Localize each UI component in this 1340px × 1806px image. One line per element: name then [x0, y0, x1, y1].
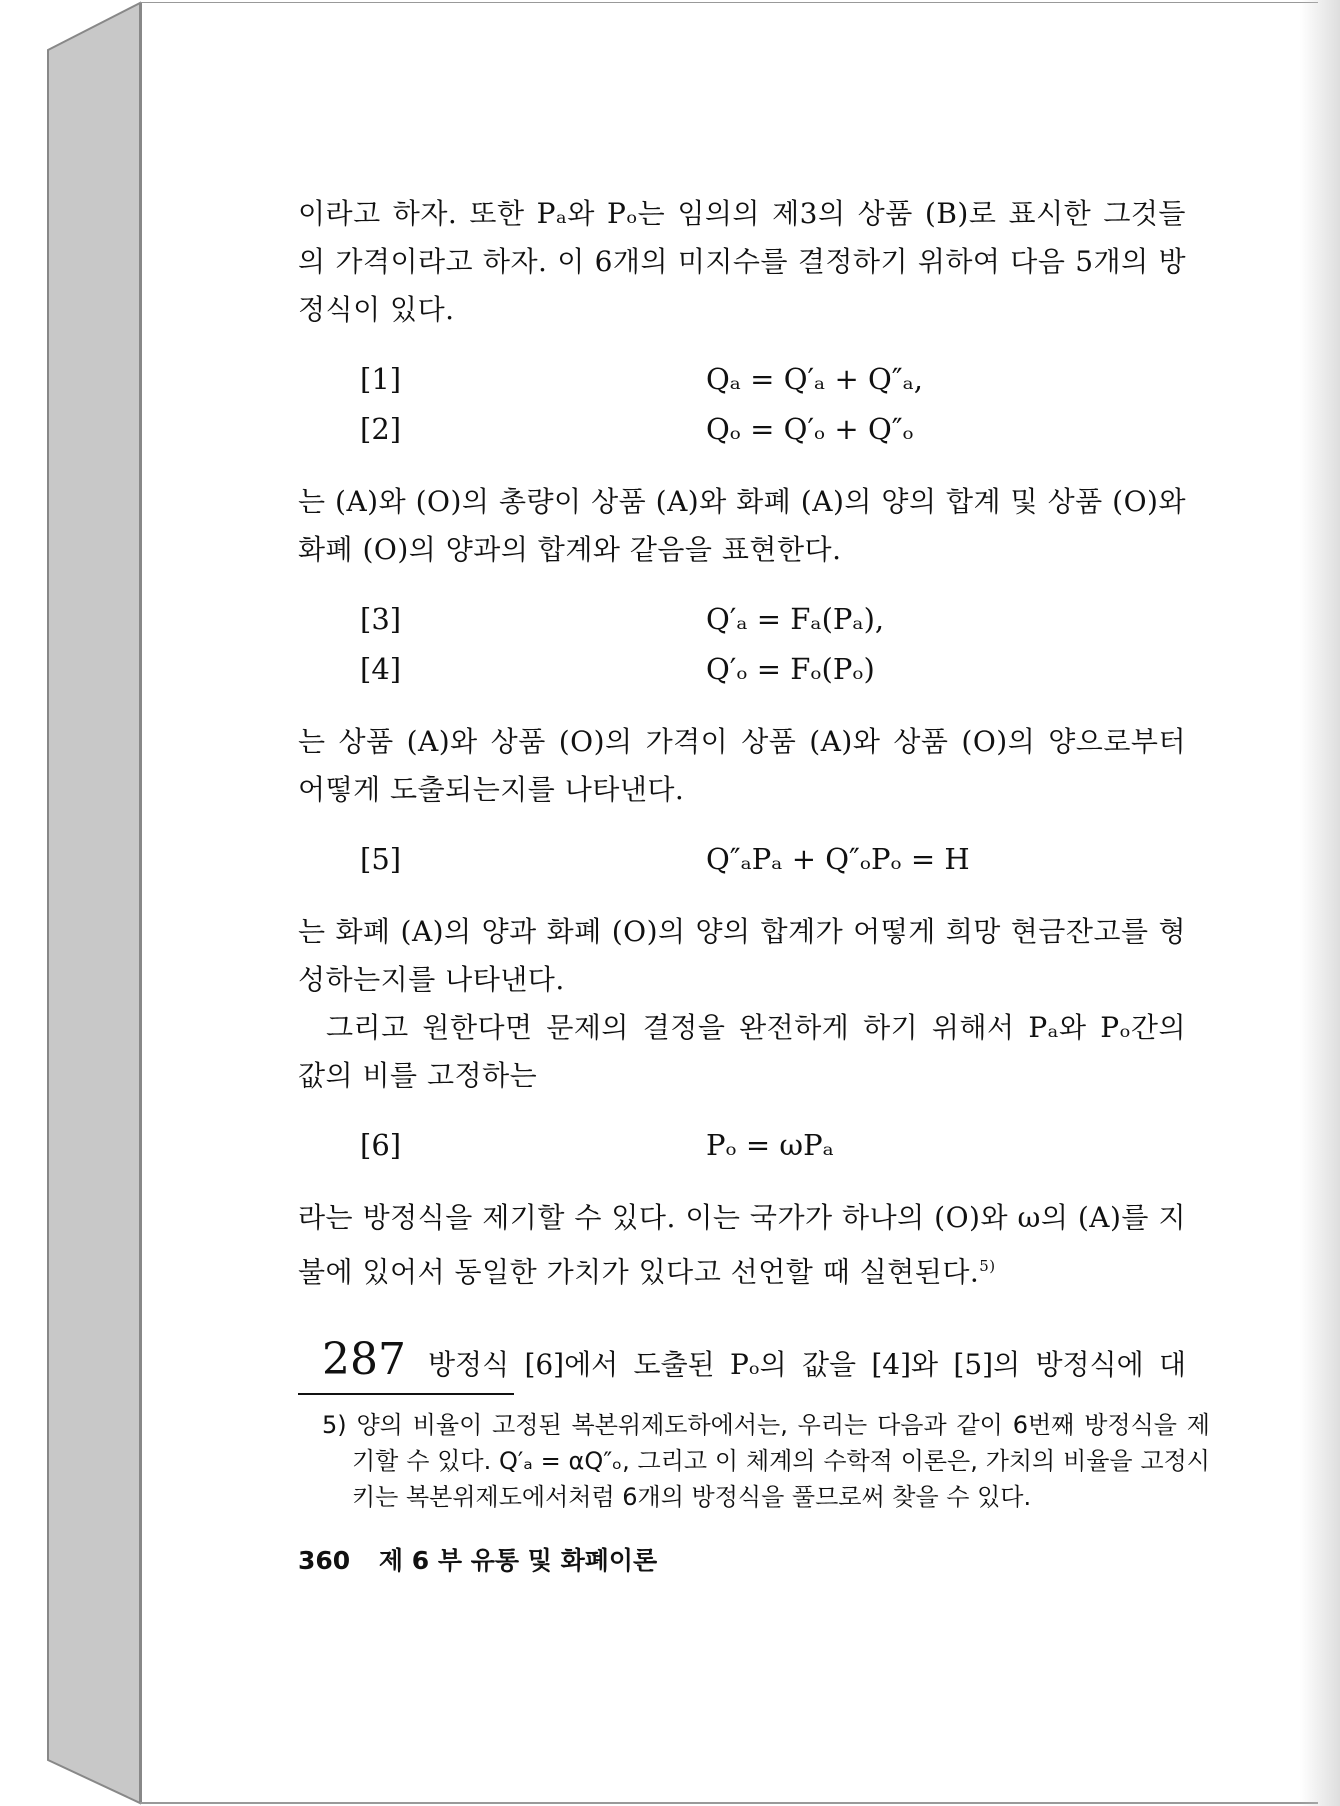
paragraph-6-text: 라는 방정식을 제기할 수 있다. 이는 국가가 하나의 (O)와 ω의 (A)를 지불에 있어서 동일한 가치가 있다고 선언할 때 실현된다. [298, 1201, 1186, 1289]
equation-formula: Q″ₐPₐ + Q″ₒPₒ = H [706, 842, 970, 876]
equation-formula: Pₒ = ωPₐ [706, 1128, 834, 1162]
footnote-marker: 5) [979, 1257, 996, 1275]
equation-2 [298, 404, 1186, 454]
footnote-divider [298, 1393, 514, 1395]
section-text: 방정식 [6]에서 도출된 Pₒ의 값을 [4]와 [5]의 방정식에 대 [427, 1348, 1186, 1382]
paragraph-5: 그리고 원한다면 문제의 결정을 완전하게 하기 위해서 Pₐ와 Pₒ간의 값의 비를 고정하는 [298, 1011, 1186, 1092]
equation-formula: Qₐ = Q′ₐ + Q″ₐ, [706, 362, 923, 396]
equation-1 [298, 354, 1186, 404]
footnote: 5) 양의 비율이 고정된 복본위제도하에서는, 우리는 다음과 같이 6번째 방정식을 제기할 수 있다. Q′ₐ = αQ″ₒ, 그리고 이 체계의 수학적 이론은, 가치의 비율을 고정시키는 복본위제도에서처럼 6개의 방정식을 풀므로써 찾을 수 있다. [322, 1411, 1210, 1512]
page-number: 360 [298, 1546, 351, 1576]
page-footer [298, 1541, 1186, 1577]
equation-number: [3] [360, 602, 402, 636]
equation-formula: Qₒ = Q′ₒ + Q″ₒ [706, 412, 914, 446]
page-content [298, 190, 1210, 1577]
paragraph-4: 는 화폐 (A)의 양과 화폐 (O)의 양의 합계가 어떻게 희망 현금잔고를 형성하는지를 나타낸다. [298, 915, 1186, 996]
equation-number: [4] [360, 652, 402, 686]
equation-number: [5] [360, 842, 402, 876]
equation-block-4 [298, 1120, 1186, 1170]
section-heading [298, 1334, 1186, 1385]
equation-number: [1] [360, 362, 402, 396]
equation-4 [298, 644, 1186, 694]
running-title: 제 6 부 유통 및 화폐이론 [378, 1546, 658, 1576]
equation-number: [2] [360, 412, 402, 446]
equation-block-3 [298, 834, 1186, 884]
equation-5 [298, 834, 1186, 884]
paragraph-2: 는 (A)와 (O)의 총량이 상품 (A)와 화폐 (A)의 양의 합계 및 상품 (O)와 화폐 (O)의 양과의 합계와 같음을 표현한다. [298, 485, 1186, 566]
equation-block-1 [298, 354, 1186, 454]
equation-formula: Q′ₐ = Fₐ(Pₐ), [706, 602, 885, 636]
paragraph-6 [298, 1194, 1186, 1296]
equation-formula: Q′ₒ = Fₒ(Pₒ) [706, 652, 875, 686]
paragraph-1: 이라고 하자. 또한 Pₐ와 Pₒ는 임의의 제3의 상품 (B)로 표시한 그것들의 가격이라고 하자. 이 6개의 미지수를 결정하기 위하여 다음 5개의 방정식이 있다. [298, 197, 1186, 326]
equation-block-2 [298, 594, 1186, 694]
section-number: 287 [322, 1334, 406, 1386]
equation-3 [298, 594, 1186, 644]
paragraph-3: 는 상품 (A)와 상품 (O)의 가격이 상품 (A)와 상품 (O)의 양으로부터 어떻게 도출되는지를 나타낸다. [298, 725, 1186, 806]
equation-6 [298, 1120, 1186, 1170]
equation-number: [6] [360, 1128, 402, 1162]
page-edge-shadow [1300, 0, 1340, 1806]
